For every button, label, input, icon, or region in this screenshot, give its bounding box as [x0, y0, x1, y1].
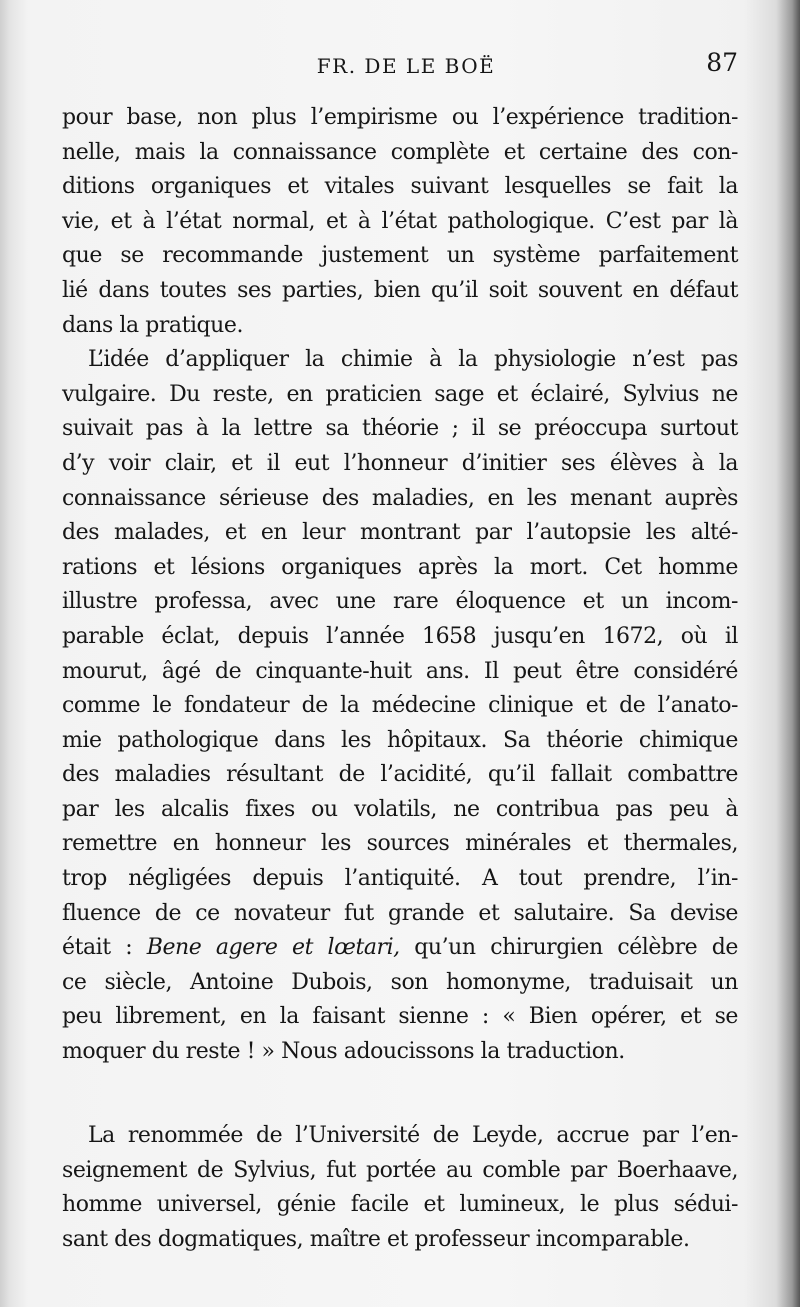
motto-line-before: était :: [62, 935, 147, 961]
text-line: lié dans toutes ses parties, bien qu’il soit souvent en défaut: [62, 277, 738, 303]
text-line: ditions organiques et vitales suivant lesquelles se fait la: [62, 174, 738, 200]
text-line: seignement de Sylvius, fut portée au comble par Boerhaave,: [62, 1157, 738, 1183]
text-line: comme le fondateur de la médecine clinique et de l’anato-: [62, 693, 738, 719]
text-line: dans la pratique.: [62, 312, 244, 338]
text-line: illustre professa, avec une rare éloquence et un incom-: [62, 589, 738, 615]
text-line: vulgaire. Du reste, en praticien sage et éclairé, Sylvius ne: [62, 381, 738, 407]
text-line: mie pathologique dans les hôpitaux. Sa théorie chimique: [62, 727, 738, 753]
motto-line-after: qu’un chirurgien célèbre de: [399, 935, 738, 961]
text-line: moquer du reste ! » Nous adoucissons la traduction.: [62, 1039, 625, 1065]
text-line: des maladies résultant de l’acidité, qu’il fallait combattre: [62, 762, 738, 788]
body-text: [62, 101, 738, 1070]
text-line: rations et lésions organiques après la mort. Cet homme: [62, 554, 738, 580]
text-line: que se recommande justement un système parfaitement: [62, 243, 738, 269]
running-head: [62, 48, 738, 82]
text-line: d’y voir clair, et il eut l’honneur d’initier ses élèves à la: [62, 450, 738, 476]
text-line: ce siècle, Antoine Dubois, son homonyme, traduisait un: [62, 969, 738, 995]
page-number: 87: [706, 48, 738, 77]
text-line: par les alcalis fixes ou volatils, ne contribua pas peu à: [62, 796, 738, 822]
text-line: L’idée d’appliquer la chimie à la physiologie n’est pas: [88, 347, 738, 373]
text-line: remettre en honneur les sources minérales et thermales,: [62, 831, 738, 857]
text-line: fluence de ce novateur fut grande et salutaire. Sa devise: [62, 900, 738, 926]
text-line: vie, et à l’état normal, et à l’état pathologique. C’est par là: [62, 208, 738, 234]
text-line: mourut, âgé de cinquante-huit ans. Il peut être considéré: [62, 658, 738, 684]
motto-line: [62, 931, 738, 966]
text-line: trop négligées depuis l’antiquité. A tout prendre, l’in-: [62, 866, 738, 892]
text-line: homme universel, génie facile et lumineux, le plus sédui-: [62, 1192, 738, 1218]
text-line: peu librement, en la faisant sienne : « Bien opérer, et se: [62, 1004, 738, 1030]
motto: Bene agere et lœtari,: [146, 935, 400, 961]
text-line: nelle, mais la connaissance complète et certaine des con-: [62, 139, 738, 165]
running-title: FR. DE LE BOË: [316, 54, 496, 78]
text-line: des malades, et en leur montrant par l’autopsie les alté-: [62, 520, 738, 546]
text-line: sant des dogmatiques, maître et professeur incomparable.: [62, 1226, 690, 1252]
text-line: suivait pas à la lettre sa théorie ; il se préoccupa surtout: [62, 416, 738, 442]
text-line: pour base, non plus l’empirisme ou l’expérience tradition-: [62, 105, 738, 130]
text-line: parable éclat, depuis l’année 1658 jusqu’en 1672, où il: [62, 623, 738, 649]
closing-paragraph: [62, 1119, 738, 1257]
text-line: La renommée de l’Université de Leyde, accrue par l’en-: [88, 1123, 738, 1148]
text-line: connaissance sérieuse des maladies, en les menant auprès: [62, 485, 738, 511]
